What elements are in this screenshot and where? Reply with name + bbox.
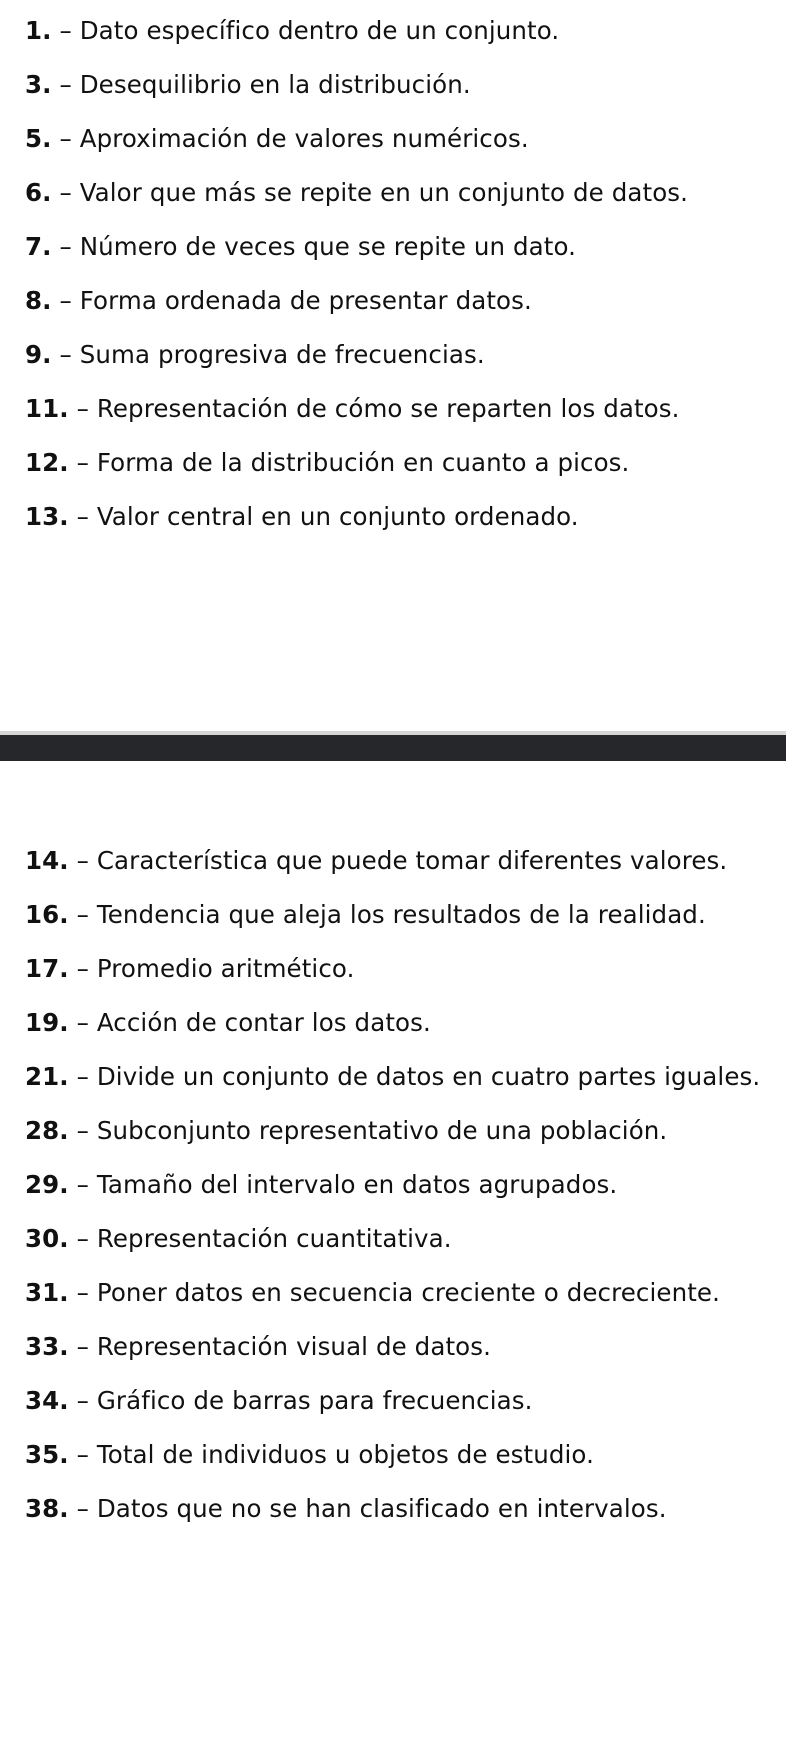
clue-text: Valor que más se repite en un conjunto de datos.: [79, 178, 689, 207]
clue-separator: –: [68, 1170, 97, 1199]
clue-number: 34.: [25, 1386, 69, 1415]
clue-text: Tendencia que aleja los resultados de la realidad.: [96, 900, 706, 929]
clue-separator: –: [51, 232, 80, 261]
clue-number: 11.: [25, 394, 69, 423]
clue-text: Divide un conjunto de datos en cuatro partes iguales.: [96, 1062, 761, 1091]
clue-number: 9.: [25, 340, 52, 369]
clue-separator: –: [68, 502, 97, 531]
clue-text: Representación de cómo se reparten los datos.: [96, 394, 680, 423]
clue-separator: –: [51, 178, 80, 207]
clue-number: 31.: [25, 1278, 69, 1307]
clue-separator: –: [51, 340, 80, 369]
clue-text: Desequilibrio en la distribución.: [79, 70, 471, 99]
clue-separator: –: [51, 16, 80, 45]
clue-text: Valor central en un conjunto ordenado.: [96, 502, 579, 531]
clue-7: [25, 229, 768, 264]
clue-text: Forma de la distribución en cuanto a picos.: [96, 448, 630, 477]
clue-number: 8.: [25, 286, 52, 315]
clue-text: Dato específico dentro de un conjunto.: [79, 16, 560, 45]
clue-31: [25, 1275, 768, 1310]
clue-number: 35.: [25, 1440, 69, 1469]
clue-separator: –: [68, 1494, 97, 1523]
clue-separator: –: [68, 448, 97, 477]
clue-34: [25, 1383, 768, 1418]
clue-30: [25, 1221, 768, 1256]
clue-text: Forma ordenada de presentar datos.: [79, 286, 532, 315]
clue-separator: –: [68, 1440, 97, 1469]
clue-text: Característica que puede tomar diferentes valores.: [96, 846, 728, 875]
clue-separator: –: [68, 1332, 97, 1361]
clue-29: [25, 1167, 768, 1202]
clue-17: [25, 951, 768, 986]
clue-number: 14.: [25, 846, 69, 875]
clue-list-top: [0, 13, 786, 553]
clue-33: [25, 1329, 768, 1364]
clue-separator: –: [51, 286, 80, 315]
clue-number: 17.: [25, 954, 69, 983]
clue-text: Número de veces que se repite un dato.: [79, 232, 577, 261]
clue-number: 29.: [25, 1170, 69, 1199]
clue-text: Poner datos en secuencia creciente o decreciente.: [96, 1278, 720, 1307]
clue-text: Tamaño del intervalo en datos agrupados.: [96, 1170, 618, 1199]
clue-number: 13.: [25, 502, 69, 531]
clue-text: Subconjunto representativo de una población.: [96, 1116, 668, 1145]
clue-number: 28.: [25, 1116, 69, 1145]
clue-28: [25, 1113, 768, 1148]
clue-number: 21.: [25, 1062, 69, 1091]
clue-number: 16.: [25, 900, 69, 929]
clue-separator: –: [51, 70, 80, 99]
clue-separator: –: [68, 900, 97, 929]
clue-19: [25, 1005, 768, 1040]
clue-text: Acción de contar los datos.: [96, 1008, 431, 1037]
clue-12: [25, 445, 768, 480]
clue-number: 6.: [25, 178, 52, 207]
clue-5: [25, 121, 768, 156]
clue-6: [25, 175, 768, 210]
clue-number: 30.: [25, 1224, 69, 1253]
clue-number: 33.: [25, 1332, 69, 1361]
clue-21: [25, 1059, 768, 1094]
clue-text: Gráfico de barras para frecuencias.: [96, 1386, 533, 1415]
section-divider: [0, 735, 786, 761]
clue-separator: –: [68, 846, 97, 875]
clue-35: [25, 1437, 768, 1472]
clue-separator: –: [51, 124, 80, 153]
clue-separator: –: [68, 1224, 97, 1253]
clue-13: [25, 499, 768, 534]
clue-separator: –: [68, 1116, 97, 1145]
clue-number: 1.: [25, 16, 52, 45]
clue-text: Representación cuantitativa.: [96, 1224, 452, 1253]
clue-text: Suma progresiva de frecuencias.: [79, 340, 485, 369]
clue-11: [25, 391, 768, 426]
clue-separator: –: [68, 1062, 97, 1091]
clue-text: Datos que no se han clasificado en intervalos.: [96, 1494, 667, 1523]
clue-number: 7.: [25, 232, 52, 261]
clue-number: 38.: [25, 1494, 69, 1523]
clue-text: Representación visual de datos.: [96, 1332, 491, 1361]
clue-3: [25, 67, 768, 102]
clue-separator: –: [68, 394, 97, 423]
clue-number: 19.: [25, 1008, 69, 1037]
clue-number: 12.: [25, 448, 69, 477]
clue-text: Aproximación de valores numéricos.: [79, 124, 529, 153]
clue-separator: –: [68, 954, 97, 983]
clue-text: Promedio aritmético.: [96, 954, 355, 983]
clue-separator: –: [68, 1008, 97, 1037]
clue-text: Total de individuos u objetos de estudio.: [96, 1440, 594, 1469]
clue-separator: –: [68, 1386, 97, 1415]
clue-list-bottom: [0, 843, 786, 1545]
clue-38: [25, 1491, 768, 1526]
clue-number: 3.: [25, 70, 52, 99]
clue-14: [25, 843, 768, 878]
clue-8: [25, 283, 768, 318]
clue-number: 5.: [25, 124, 52, 153]
clue-1: [25, 13, 768, 48]
clue-9: [25, 337, 768, 372]
clue-separator: –: [68, 1278, 97, 1307]
clue-16: [25, 897, 768, 932]
